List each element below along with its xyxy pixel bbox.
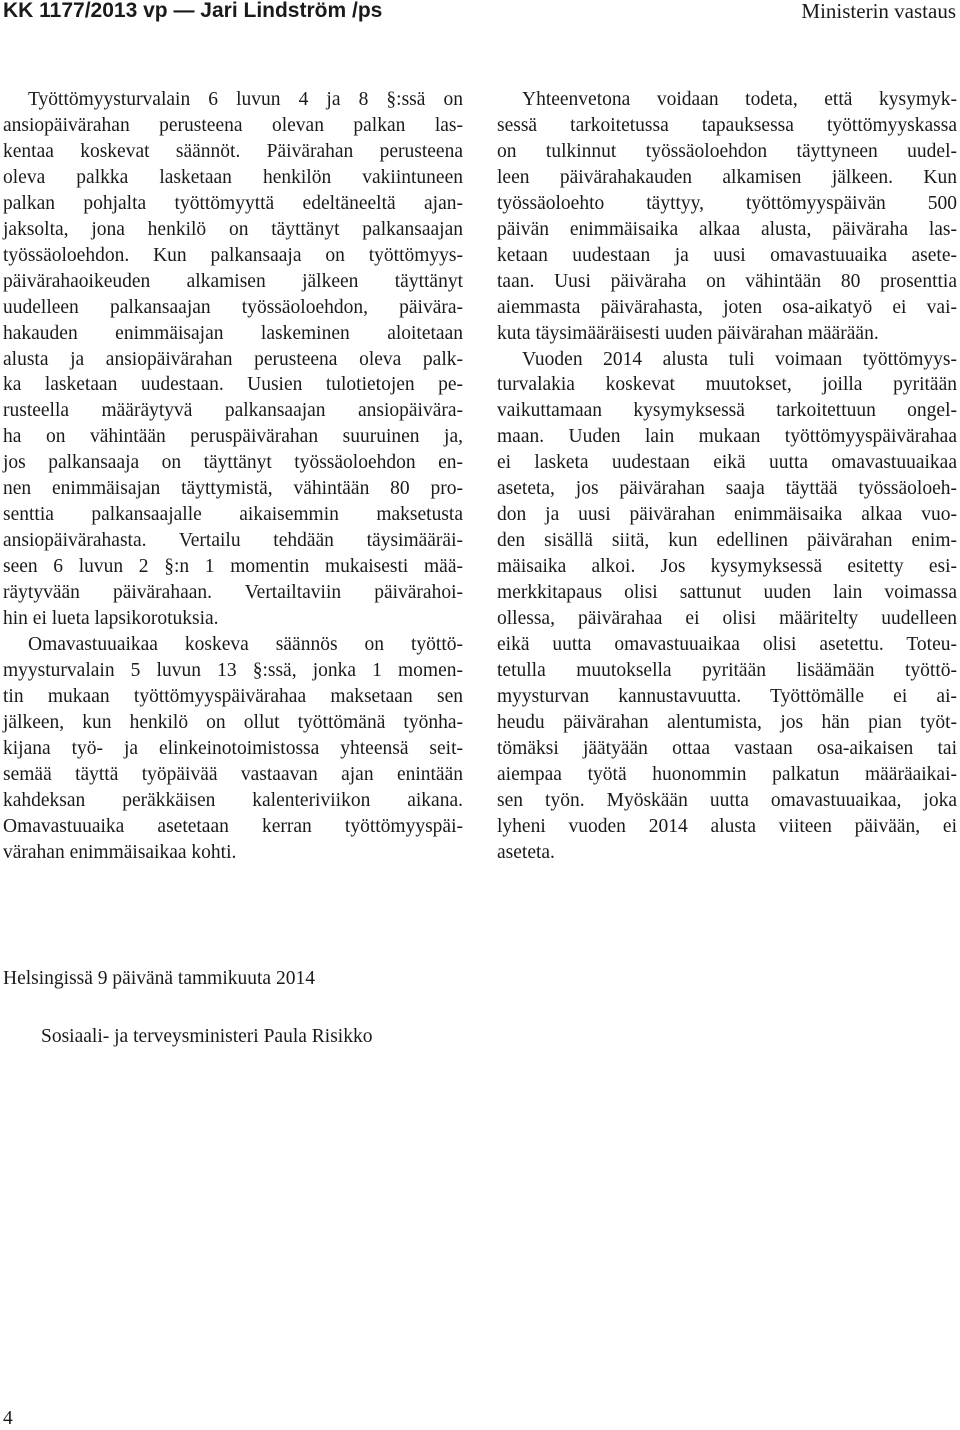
text-line: nen enimmäisajan täyttymistä, vähintään 80 pro- [3,478,463,500]
text-line: don ja uusi päivärahan enimmäisaika alkaa vuo- [497,504,957,526]
text-line: Omavastuuaika asetetaan kerran työttömyyspäi- [3,815,463,837]
text-line: aseteta. [497,841,555,863]
text-line: aiempaa työtä huonommin palkatun määräaikai- [497,763,957,785]
text-line: ei lasketa uudestaan eikä uutta omavastuuaikaa [497,452,957,474]
text-line: Omavastuuaikaa koskeva säännös on työttö- [28,634,463,656]
text-line: värahan enimmäisaikaa kohti. [3,841,237,863]
text-line: vaikuttamaan kysymyksessä tarkoitettuun ongel- [497,400,957,422]
text-line: kentaa koskevat säännöt. Päivärahan perusteena [3,140,463,162]
text-line: heudu päivärahan alentumista, jos hän pian työt- [497,711,957,733]
text-line: tin mukaan työttömyyspäivärahaa maksetaan sen [3,685,463,707]
text-line: tömäksi jäätyään ottaa vastaan osa-aikaisen tai [497,737,957,759]
text-line: merkkitapaus olisi sattunut uuden lain voimassa [497,582,957,604]
text-line: palkan pohjalta työttömyyttä edeltäneeltä ajan- [3,192,463,214]
text-line: kijana työ- ja elinkeinotoimistossa yhteensä seit- [3,737,463,759]
text-line: päivärahaoikeuden alkamisen jälkeen täyttänyt [3,270,463,292]
text-line: Yhteenvetona voidaan todeta, että kysymyk- [522,89,957,110]
text-line: sen työn. Myöskään uutta omavastuuaikaa, joka [497,789,957,811]
signature-place-date: Helsingissä 9 päivänä tammikuuta 2014 [3,968,315,989]
text-line: jälkeen, kun henkilö on ollut työttömänä työnha- [3,711,463,733]
text-line: maan. Uuden lain mukaan työttömyyspäivärahaa [497,426,957,448]
paragraph [497,87,957,347]
text-line: aseteta, jos päivärahan saaja täyttää työssäoloeh- [497,478,957,500]
text-line: taan. Uusi päiväraha on vähintään 80 prosenttia [497,270,957,292]
text-line: työssäoloehto täyttyy, työttömyyspäivän 500 [497,192,957,214]
text-line: ansiopäivärahan perusteena olevan palkan las- [3,114,463,136]
text-line: rusteella määräytyvä palkansaajan ansiopäivära- [3,400,463,422]
text-line: lyheni vuoden 2014 alusta viiteen päivään, ei [497,815,957,837]
text-line: jaksolta, jona henkilö on täyttänyt palkansaajan [3,218,463,240]
page-number: 4 [3,1408,13,1429]
text-line: sessä tarkoitetussa tapauksessa työttömyyskassa [497,114,957,136]
signature-minister: Sosiaali- ja terveysministeri Paula Risikko [41,1026,373,1047]
text-line: den sisällä siitä, kun edellinen päivärahan enim- [497,530,957,552]
document-section: Ministerin vastaus [801,0,956,23]
text-line: oleva palkka lasketaan henkilön vakiintuneen [3,166,463,188]
paragraph [3,632,463,866]
text-line: räytyvään päivärahaan. Vertailtaviin päivärahoi- [3,582,463,604]
text-line: Vuoden 2014 alusta tuli voimaan työttömyys- [522,348,957,370]
text-line: seen 6 luvun 2 §:n 1 momentin mukaisesti mää- [3,556,463,578]
text-line: on tulkinnut työssäoloehdon täyttyneen uudel- [497,140,957,162]
text-line: eikä uutta omavastuuaikaa olisi asetettu. Toteu- [497,634,957,656]
text-line: mäisaika alkoi. Jos kysymyksessä esitetty esi- [497,556,957,578]
text-line: ollessa, päivärahaa ei olisi määritelty uudelleen [497,608,957,630]
text-line: kahdeksan peräkkäisen kalenteriviikon aikana. [3,789,463,811]
text-line: ha on vähintään peruspäivärahan suuruinen ja, [3,426,463,448]
text-line: uudelleen palkansaajan työssäoloehdon, päivära- [3,296,463,318]
text-line: jos palkansaaja on täyttänyt työssäoloehdon en- [3,452,463,474]
text-line: senttia palkansaajalle aikaisemmin maksetusta [3,504,463,526]
text-line: hin ei lueta lapsikorotuksia. [3,608,219,630]
text-line: Työttömyysturvalain 6 luvun 4 ja 8 §:ssä on [28,89,463,110]
text-line: ketaan uudestaan ja uusi omavastuuaika asete- [497,244,957,266]
text-line: kuta täysimääräisesti uuden päivärahan määrään. [497,322,879,344]
text-line: tetulla muutoksella pyritään lisäämään työttö- [497,659,957,681]
left-column [3,87,463,866]
text-line: työssäoloehdon. Kun palkansaaja on työttömyys- [3,244,463,266]
text-line: päivän enimmäisaika alkaa alusta, päiväraha las- [497,218,957,240]
paragraph [497,347,957,866]
text-line: myysturvalain 5 luvun 13 §:ssä, jonka 1 momen- [3,659,463,681]
text-line: aiemmasta päivärahasta, joten osa-aikatyö ei vai- [497,296,957,318]
text-line: ansiopäivärahasta. Vertailu tehdään täysimääräi- [3,530,463,552]
document-reference: KK 1177/2013 vp — Jari Lindström /ps [3,0,383,22]
text-line: ka lasketaan uudestaan. Uusien tulotietojen pe- [3,374,463,396]
text-line: semää täyttä työpäivää vastaavan ajan enintään [3,763,463,785]
text-line: turvalakia koskevat muutokset, joilla pyritään [497,374,957,396]
text-line: leen päivärahakauden alkamisen jälkeen. Kun [497,166,957,188]
text-line: myysturvan kannustavuutta. Työttömälle ei ai- [497,685,957,707]
text-line: hakauden enimmäisajan laskeminen aloitetaan [3,322,463,344]
page-header [0,0,960,30]
text-line: alusta ja ansiopäivärahan perusteena oleva palk- [3,348,463,370]
right-column [497,87,957,866]
paragraph [3,87,463,632]
